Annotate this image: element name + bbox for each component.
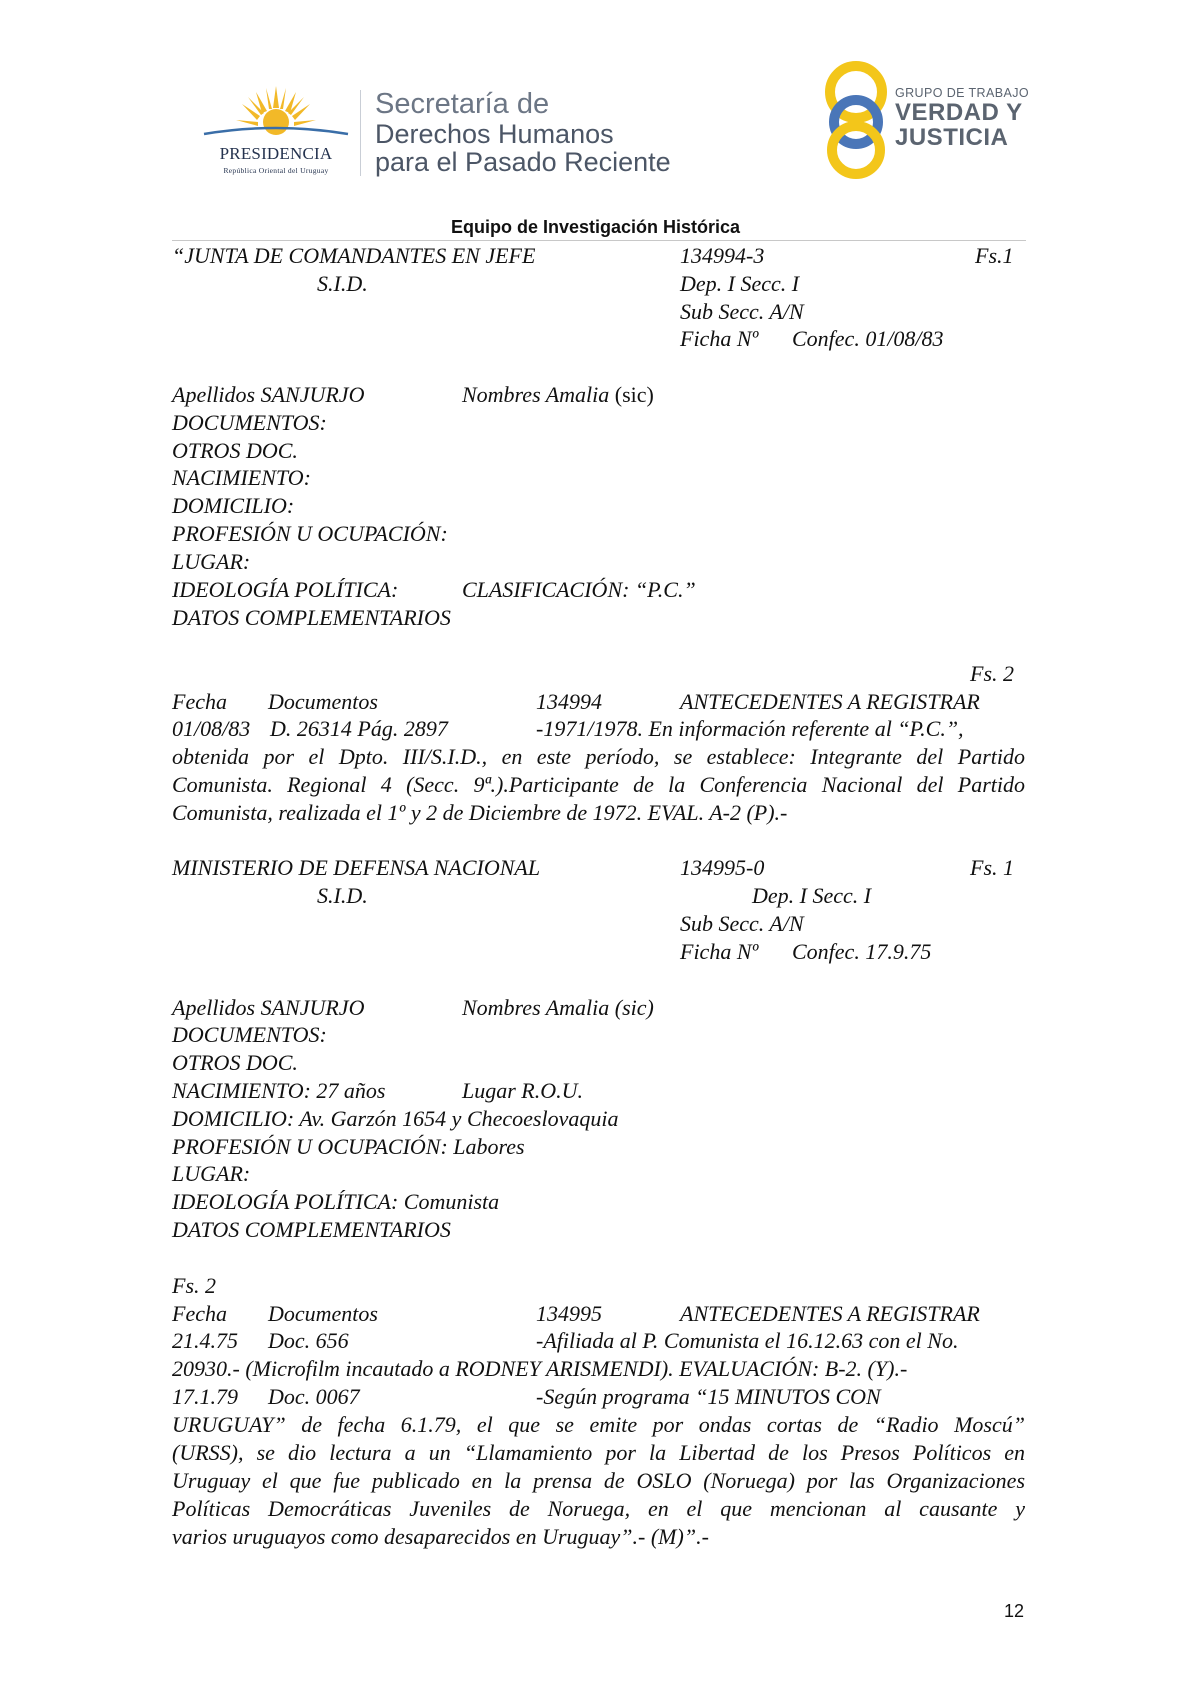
r1-docs-header: Documentos xyxy=(268,689,378,714)
r1-domicilio: DOMICILIO: xyxy=(172,493,295,518)
r2-e2-doc: Doc. 0067 xyxy=(268,1384,360,1409)
r1-entry-paragraph xyxy=(172,743,1025,827)
r2-nacimiento: NACIMIENTO: 27 años xyxy=(172,1078,386,1103)
secretaria-logo-text xyxy=(375,88,671,176)
presidencia-wordmark: PRESIDENCIA xyxy=(219,144,333,163)
r1-ideologia: IDEOLOGÍA POLÍTICA: xyxy=(172,577,399,602)
secretaria-line-1: Secretaría de xyxy=(375,88,550,120)
r2-documentos: DOCUMENTOS: xyxy=(172,1022,327,1047)
r1-entry-date: 01/08/83 xyxy=(172,716,251,741)
header-rule xyxy=(172,240,1026,241)
r2-docs-header: Documentos xyxy=(268,1301,378,1326)
r1-num-header: 134994 xyxy=(536,689,602,714)
r2-sid: S.I.D. xyxy=(317,883,368,908)
presidencia-subtitle: República Oriental del Uruguay xyxy=(223,166,329,175)
vyj-line-2: JUSTICIA xyxy=(895,124,1009,151)
r2-e2-paragraph xyxy=(172,1411,1025,1551)
team-heading: Equipo de Investigación Histórica xyxy=(450,217,741,237)
presidencia-logo xyxy=(196,82,356,178)
r2-profesion: PROFESIÓN U OCUPACIÓN: Labores xyxy=(172,1134,525,1159)
r2-e2-line: (URSS), se dio lectura a un “Llamamiento por la Libertad de los Presos Políticos en xyxy=(172,1440,1025,1465)
r2-ficha: Ficha Nº xyxy=(680,939,759,964)
r1-lugar: LUGAR: xyxy=(172,549,251,574)
secretaria-line-2: Derechos Humanos xyxy=(375,119,614,149)
r1-sid: S.I.D. xyxy=(317,271,368,296)
verdad-justicia-logo xyxy=(820,56,1030,182)
r1-fs: Fs.1 xyxy=(975,243,1014,268)
r2-fs2: Fs. 2 xyxy=(172,1273,216,1298)
r2-e2-line: Políticas Democráticas Juveniles de Noruega, en el que mencionan al causante y xyxy=(172,1496,1025,1521)
logo-divider xyxy=(360,90,361,176)
r1-nombres xyxy=(462,381,654,409)
vyj-small-text: GRUPO DE TRABAJO xyxy=(895,86,1029,100)
r2-ante-header: ANTECEDENTES A REGISTRAR xyxy=(680,1301,980,1326)
r2-apellidos: Apellidos SANJURJO xyxy=(172,995,365,1020)
r2-num-header: 134995 xyxy=(536,1301,602,1326)
r1-clasificacion: CLASIFICACIÓN: “P.C.” xyxy=(462,577,696,602)
r2-otros: OTROS DOC. xyxy=(172,1050,298,1075)
r1-nombres-text: Nombres Amalia xyxy=(462,382,610,407)
r1-entry-line: Comunista, realizada el 1º y 2 de Diciembre de 1972. EVAL. A-2 (P).- xyxy=(172,800,788,825)
secretaria-line-3: para el Pasado Reciente xyxy=(375,147,671,177)
r2-e1-second: 20930.- (Microfilm incautado a RODNEY ARISMENDI). EVALUACIÓN: B-2. (Y).- xyxy=(172,1356,908,1381)
r1-datos: DATOS COMPLEMENTARIOS xyxy=(172,605,451,630)
r1-profesion: PROFESIÓN U OCUPACIÓN: xyxy=(172,521,448,546)
r1-subsecc: Sub Secc. A/N xyxy=(680,299,804,324)
r1-entry-line: obtenida por el Dpto. III/S.I.D., en este período, se establece: Integrante del Partido xyxy=(172,744,1025,769)
r2-e2-first: -Según programa “15 MINUTOS CON xyxy=(536,1384,881,1409)
r1-nacimiento: NACIMIENTO: xyxy=(172,465,311,490)
r1-ante-header: ANTECEDENTES A REGISTRAR xyxy=(680,689,980,714)
r1-apellidos: Apellidos SANJURJO xyxy=(172,382,365,407)
r2-fs: Fs. 1 xyxy=(970,855,1014,880)
r1-sic: (sic) xyxy=(614,382,654,407)
r1-fs2: Fs. 2 xyxy=(970,661,1014,686)
sun-icon xyxy=(196,82,356,148)
r2-datos: DATOS COMPLEMENTARIOS xyxy=(172,1217,451,1242)
verdad-justicia-text xyxy=(895,86,1029,150)
r2-e2-line: Uruguay el que fue publicado en la prensa de OSLO (Noruega) por las Organizaciones xyxy=(172,1468,1025,1493)
r2-e1-first: -Afiliada al P. Comunista el 16.12.63 con el No. xyxy=(536,1328,959,1353)
r1-documentos: DOCUMENTOS: xyxy=(172,410,327,435)
r1-title: “JUNTA DE COMANDANTES EN JEFE xyxy=(172,243,536,268)
r1-confec: Confec. 01/08/83 xyxy=(792,326,944,351)
r1-entry-line: Comunista. Regional 4 (Secc. 9ª.).Participante de la Conferencia Nacional del Partido xyxy=(172,772,1025,797)
r2-nombres: Nombres Amalia (sic) xyxy=(462,995,654,1020)
rings-icon xyxy=(820,56,900,182)
r2-title: MINISTERIO DE DEFENSA NACIONAL xyxy=(172,855,541,880)
vyj-line-1: VERDAD Y xyxy=(895,99,1023,126)
r2-dep: Dep. I Secc. I xyxy=(752,883,872,908)
r2-confec: Confec. 17.9.75 xyxy=(792,939,932,964)
r1-ficha: Ficha Nº xyxy=(680,326,759,351)
r2-fecha-header: Fecha xyxy=(172,1301,227,1326)
r1-dep: Dep. I Secc. I xyxy=(680,271,800,296)
r1-fecha-header: Fecha xyxy=(172,689,227,714)
r1-number: 134994-3 xyxy=(680,243,765,268)
r2-e2-date: 17.1.79 xyxy=(172,1384,238,1409)
r2-number: 134995-0 xyxy=(680,855,765,880)
r2-lugar: LUGAR: xyxy=(172,1161,251,1186)
r2-domicilio: DOMICILIO: Av. Garzón 1654 y Checoeslovaquia xyxy=(172,1106,619,1131)
r1-otros: OTROS DOC. xyxy=(172,438,298,463)
r2-e2-line: URUGUAY” de fecha 6.1.79, el que se emite por ondas cortas de “Radio Moscú” xyxy=(172,1412,1025,1437)
r2-subsecc: Sub Secc. A/N xyxy=(680,911,804,936)
r1-entry-doc: D. 26314 Pág. 2897 xyxy=(270,716,448,741)
r1-entry-first: -1971/1978. En información referente al “P.C.”, xyxy=(536,716,964,741)
r2-e1-doc: Doc. 656 xyxy=(268,1328,349,1353)
page-number: 12 xyxy=(1004,1601,1025,1621)
r2-lugar-rou: Lugar R.O.U. xyxy=(462,1078,584,1103)
r2-ideologia: IDEOLOGÍA POLÍTICA: Comunista xyxy=(172,1189,500,1214)
r2-e2-line: varios uruguayos como desaparecidos en Uruguay”.- (M)”.- xyxy=(172,1524,709,1549)
r2-e1-date: 21.4.75 xyxy=(172,1328,238,1353)
